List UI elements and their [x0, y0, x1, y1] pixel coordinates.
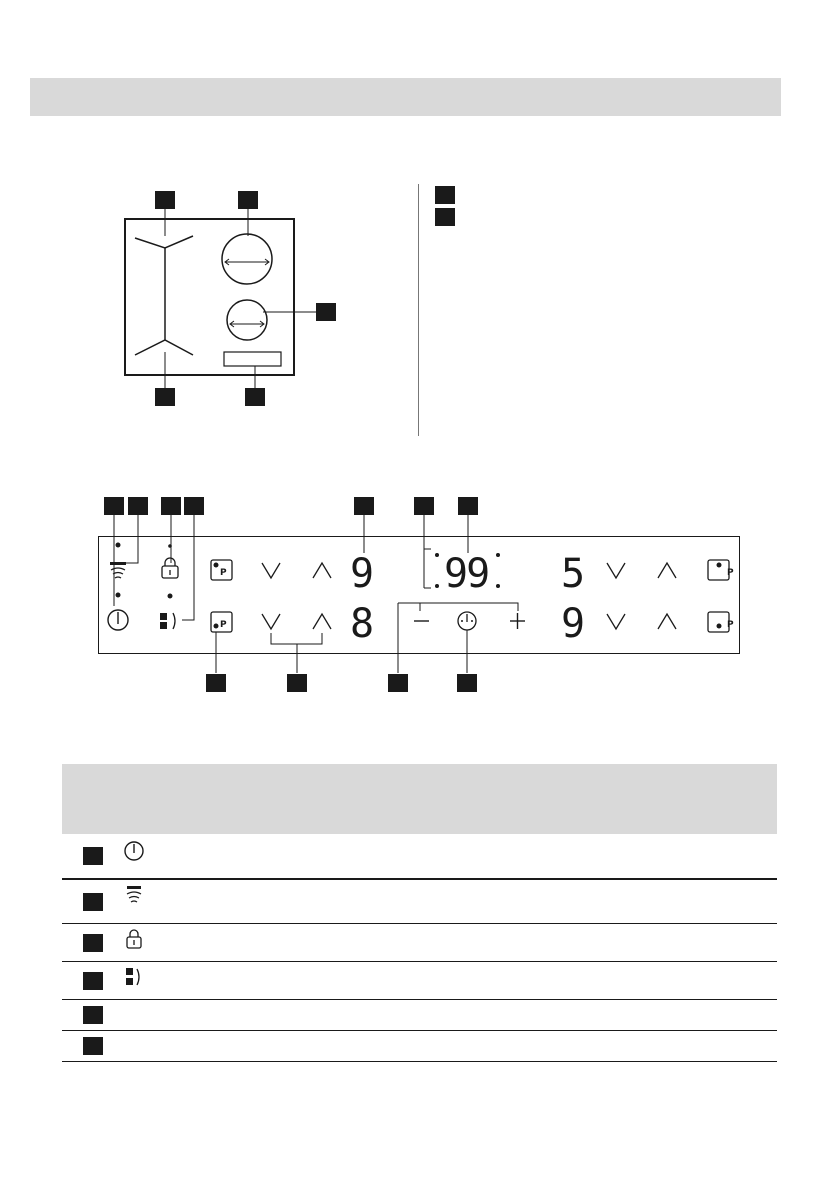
indicator-dot: [168, 594, 173, 599]
hob2hood-icon: [110, 562, 126, 565]
callout-marker: [458, 497, 478, 515]
callout-marker: [155, 388, 175, 406]
table-row: [62, 962, 777, 1000]
power-boost-label: P: [727, 568, 734, 578]
flexi-zone-bottom: [135, 340, 193, 355]
power-icon: [122, 839, 146, 863]
indicator-dot: [116, 543, 121, 548]
callout-marker: [238, 191, 258, 209]
hob2hood-icon: [122, 884, 146, 908]
heat-setting-display: 9: [561, 601, 586, 647]
power-boost-icon: [708, 612, 729, 632]
heat-setting-display: 5: [561, 551, 586, 597]
chevron-up-icon: [658, 614, 676, 629]
chevron-down-icon: [262, 614, 280, 629]
stopgo-icon: [160, 613, 167, 620]
heat-setting-display: 9: [350, 551, 375, 597]
row-marker: [83, 893, 103, 911]
power-boost-label: P: [727, 620, 734, 630]
row-marker: [83, 972, 103, 990]
callout-marker: [245, 388, 265, 406]
table-row: [62, 834, 777, 880]
callout-marker: [316, 303, 336, 321]
callout-marker: [354, 497, 374, 515]
row-marker: [83, 847, 103, 865]
plus-icon: [510, 613, 525, 629]
power-boost-label: P: [220, 620, 227, 630]
legend-marker: [435, 186, 455, 204]
callout-marker: [457, 674, 477, 692]
callout-marker: [155, 191, 175, 209]
chevron-down-icon: [607, 614, 625, 629]
row-marker: [83, 1006, 103, 1024]
chevron-up-icon: [658, 563, 676, 578]
callout-marker: [104, 497, 124, 515]
chevron-up-icon: [313, 563, 331, 578]
power-boost-label: P: [220, 568, 227, 578]
stopgo-icon: [122, 965, 146, 991]
table-row: [62, 924, 777, 962]
table-row: [62, 1031, 777, 1062]
callout-marker: [414, 497, 434, 515]
legend-marker: [435, 208, 455, 226]
table-row: [62, 1000, 777, 1031]
callout-marker: [206, 674, 226, 692]
callout-marker: [184, 497, 204, 515]
table-header: [62, 764, 777, 834]
control-panel-outline: [224, 352, 281, 366]
cooking-surface-diagram: [110, 186, 350, 408]
row-marker: [83, 934, 103, 952]
chevron-up-icon: [313, 614, 331, 629]
timer-icon: [458, 612, 476, 630]
indicator-dot: [168, 544, 172, 548]
indicator-dot: [116, 593, 121, 598]
heat-setting-display: 8: [350, 601, 375, 647]
timer-display: 99: [444, 551, 489, 597]
callout-marker: [161, 497, 181, 515]
row-marker: [83, 1037, 103, 1055]
cooking-zone-large: [222, 234, 272, 284]
callout-marker: [128, 497, 148, 515]
callout-marker: [388, 674, 408, 692]
power-boost-icon: [708, 560, 729, 580]
flexi-zone-top: [135, 236, 193, 248]
table-row: [62, 880, 777, 924]
column-divider: [418, 184, 419, 436]
chevron-down-icon: [607, 563, 625, 578]
chevron-down-icon: [262, 563, 280, 578]
control-panel-graphics: [98, 515, 740, 690]
callout-marker: [287, 674, 307, 692]
cooking-zone-small: [227, 300, 267, 340]
section-header-bar: [30, 78, 781, 116]
lock-icon: [122, 928, 146, 952]
